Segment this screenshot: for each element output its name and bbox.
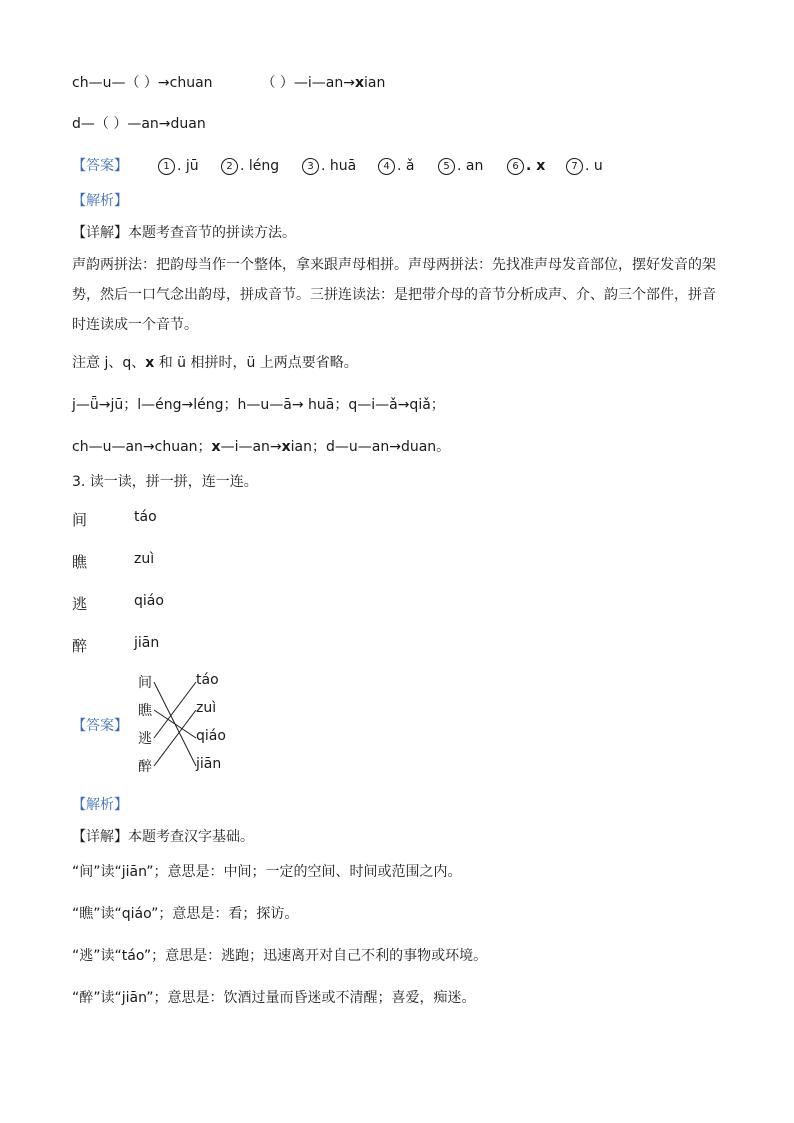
note-text: 和 ü 相拼时，ü 上两点要省略。 bbox=[154, 355, 358, 371]
detail-label: 【详解】 bbox=[72, 829, 128, 845]
circled-number: 5 bbox=[438, 158, 455, 175]
matching-line bbox=[154, 710, 196, 738]
note-text: 注意 j、q、 bbox=[72, 355, 146, 371]
matching-line bbox=[154, 682, 196, 738]
diagram-char: 间 bbox=[138, 675, 152, 691]
circled-number: 7 bbox=[566, 158, 583, 175]
circled-number: 1 bbox=[158, 158, 175, 175]
diagram-char: 醉 bbox=[138, 759, 152, 775]
spelling-text: ch—u—an→chuan； bbox=[72, 439, 212, 455]
explanation-paragraph: 声韵两拼法：把韵母当作一个整体，拿来跟声母相拼。声母两拼法：先找准声母发音部位，摆好发音的架势，然后一口气念出韵母，拼成音节。三拼连读法：是把带介母的音节分析成声、介、韵三个部件，拼音时连读成一个音节。 bbox=[72, 257, 716, 333]
circled-number: 6 bbox=[507, 158, 524, 175]
answer-label: 【答案】 bbox=[72, 718, 128, 734]
diagram-pinyin: zuì bbox=[196, 700, 217, 716]
exercise-text: ian bbox=[364, 75, 386, 91]
question-pinyin: qiáo bbox=[134, 593, 164, 609]
spelling-text-bold: x bbox=[281, 439, 291, 455]
detail-line bbox=[72, 827, 254, 847]
matching-line bbox=[154, 710, 196, 766]
question-char: 瞧 bbox=[72, 553, 88, 571]
circled-number: 3 bbox=[302, 158, 319, 175]
question-pinyin: jiān bbox=[134, 635, 160, 651]
diagram-char: 逃 bbox=[138, 731, 152, 747]
answer-text: . an bbox=[457, 158, 484, 174]
circled-number: 4 bbox=[378, 158, 395, 175]
analysis-label: 【解析】 bbox=[72, 193, 128, 209]
detail-text: 本题考查音节的拼读方法。 bbox=[128, 225, 296, 241]
diagram-pinyin: jiān bbox=[196, 756, 222, 772]
question-pinyin: táo bbox=[134, 509, 157, 525]
answer-label: 【答案】 bbox=[72, 158, 128, 174]
analysis-label: 【解析】 bbox=[72, 797, 128, 813]
question-pinyin: zuì bbox=[134, 551, 155, 567]
diagram-pinyin: qiáo bbox=[196, 728, 226, 744]
meaning-line: “瞧”读“qiáo”；意思是：看；探访。 bbox=[72, 906, 299, 922]
note-text-bold: x bbox=[145, 355, 155, 371]
exercise-text: ch—u—（ ）→chuan bbox=[72, 75, 213, 91]
spelling-text: ian；d—u—an→duan。 bbox=[290, 439, 451, 455]
diagram-pinyin: táo bbox=[196, 672, 219, 688]
question-char: 醉 bbox=[72, 637, 88, 655]
meaning-line: “逃”读“táo”；意思是：逃跑；迅速离开对自己不利的事物或环境。 bbox=[72, 948, 488, 964]
meaning-line: “间”读“jiān”；意思是：中间；一定的空间、时间或范围之内。 bbox=[72, 864, 462, 880]
answer-text: . x bbox=[526, 158, 546, 174]
circled-number: 2 bbox=[221, 158, 238, 175]
detail-text: 本题考查汉字基础。 bbox=[128, 829, 254, 845]
diagram-char: 瞧 bbox=[138, 703, 152, 719]
question-title: 3. 读一读，拼一拼，连一连。 bbox=[72, 474, 258, 490]
spelling-text-bold: x bbox=[211, 439, 221, 455]
spelling-line: j—ǖ→jū；l—éng→léng；h—u—ā→ huā；q—i—ǎ→qiǎ； bbox=[72, 397, 445, 413]
answer-text: . jū bbox=[177, 158, 199, 174]
spelling-text: —i—an→ bbox=[220, 439, 282, 455]
answer-text: . huā bbox=[321, 158, 357, 174]
detail-label: 【详解】 bbox=[72, 225, 128, 241]
answer-text: . léng bbox=[240, 158, 280, 174]
exercise-text-bold: x bbox=[354, 75, 364, 91]
answer-text: . ǎ bbox=[397, 158, 415, 174]
meaning-line: “醉”读“jiān”；意思是：饮酒过量而昏迷或不清醒；喜爱，痴迷。 bbox=[72, 990, 476, 1006]
question-char: 间 bbox=[72, 511, 88, 529]
exercise-text: d—（ ）—an→duan bbox=[72, 116, 206, 132]
question-char: 逃 bbox=[72, 595, 88, 613]
answer-text: . u bbox=[585, 158, 603, 174]
exercise-text: （ ）—i—an→ bbox=[261, 75, 355, 91]
